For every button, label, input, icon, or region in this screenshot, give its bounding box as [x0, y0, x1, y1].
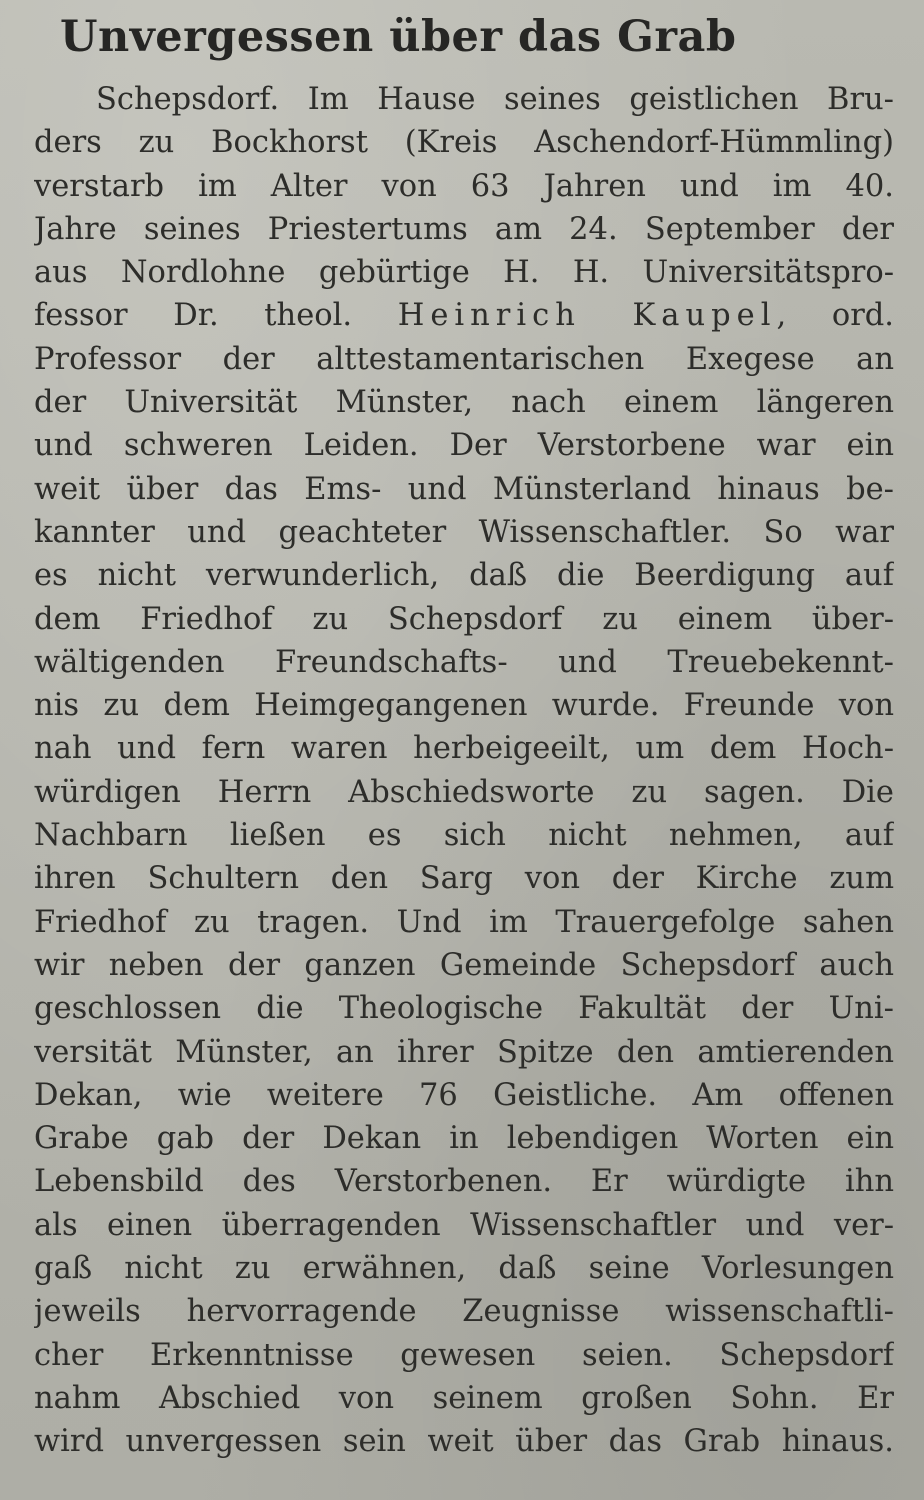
article-line: aus Nordlohne gebürtige H. H. Universitätspro-: [34, 255, 894, 291]
article-line: gaß nicht zu erwähnen, daß seine Vorlesungen: [34, 1251, 894, 1287]
article-line: ihren Schultern den Sarg von der Kirche zum: [34, 861, 894, 897]
article-line: weit über das Ems- und Münsterland hinaus be-: [34, 471, 894, 507]
article-line: es nicht verwunderlich, daß die Beerdigung auf: [34, 558, 894, 594]
article-line: fessor Dr. theol. Heinrich Kaupel, ord.: [34, 298, 894, 334]
article-line: wältigenden Freundschafts- und Treuebekennt-: [34, 644, 894, 680]
article-line: ders zu Bockhorst (Kreis Aschendorf-Hümmling): [34, 125, 894, 161]
article-line: nah und fern waren herbeigeeilt, um dem Hoch-: [34, 731, 894, 767]
article-line: nahm Abschied von seinem großen Sohn. Er: [34, 1380, 894, 1416]
article-line: Professor der alttestamentarischen Exegese an: [34, 341, 894, 377]
article-line: geschlossen die Theologische Fakultät der Uni-: [34, 991, 894, 1027]
article-line: und schweren Leiden. Der Verstorbene war ein: [34, 428, 894, 464]
article-body: [34, 78, 894, 1464]
article-line: versität Münster, an ihrer Spitze den amtierenden: [34, 1034, 894, 1070]
article-line: Jahre seines Priestertums am 24. September der: [34, 211, 894, 247]
article-line: Lebensbild des Verstorbenen. Er würdigte ihn: [34, 1164, 894, 1200]
article-line: cher Erkenntnisse gewesen seien. Schepsdorf: [34, 1337, 894, 1373]
article-line: als einen überragenden Wissenschaftler und ver-: [34, 1207, 894, 1243]
article-line: Friedhof zu tragen. Und im Trauergefolge sahen: [34, 904, 894, 940]
article-line: Dekan, wie weitere 76 Geistliche. Am offenen: [34, 1077, 894, 1113]
article-line: nis zu dem Heimgegangenen wurde. Freunde von: [34, 688, 894, 724]
article-line: wir neben der ganzen Gemeinde Schepsdorf auch: [34, 947, 894, 983]
person-name-emphasis: Heinrich Kaupel: [397, 298, 777, 334]
article-line: würdigen Herrn Abschiedsworte zu sagen. Die: [34, 774, 894, 810]
article-line: verstarb im Alter von 63 Jahren und im 40.: [34, 168, 894, 204]
article-line: jeweils hervorragende Zeugnisse wissenschaftli-: [34, 1294, 894, 1330]
article-line: Schepsdorf. Im Hause seines geistlichen Bru-: [96, 82, 894, 117]
article-line: Nachbarn ließen es sich nicht nehmen, auf: [34, 818, 894, 854]
article-line: wird unvergessen sein weit über das Grab hinaus.: [34, 1424, 894, 1460]
article-line: Grabe gab der Dekan in lebendigen Worten ein: [34, 1121, 894, 1157]
article-line: kannter und geachteter Wissenschaftler. So war: [34, 514, 894, 550]
article-line: dem Friedhof zu Schepsdorf zu einem über-: [34, 601, 894, 637]
article-line: der Universität Münster, nach einem längeren: [34, 385, 894, 421]
article-headline: Unvergessen über das Grab: [60, 12, 737, 62]
